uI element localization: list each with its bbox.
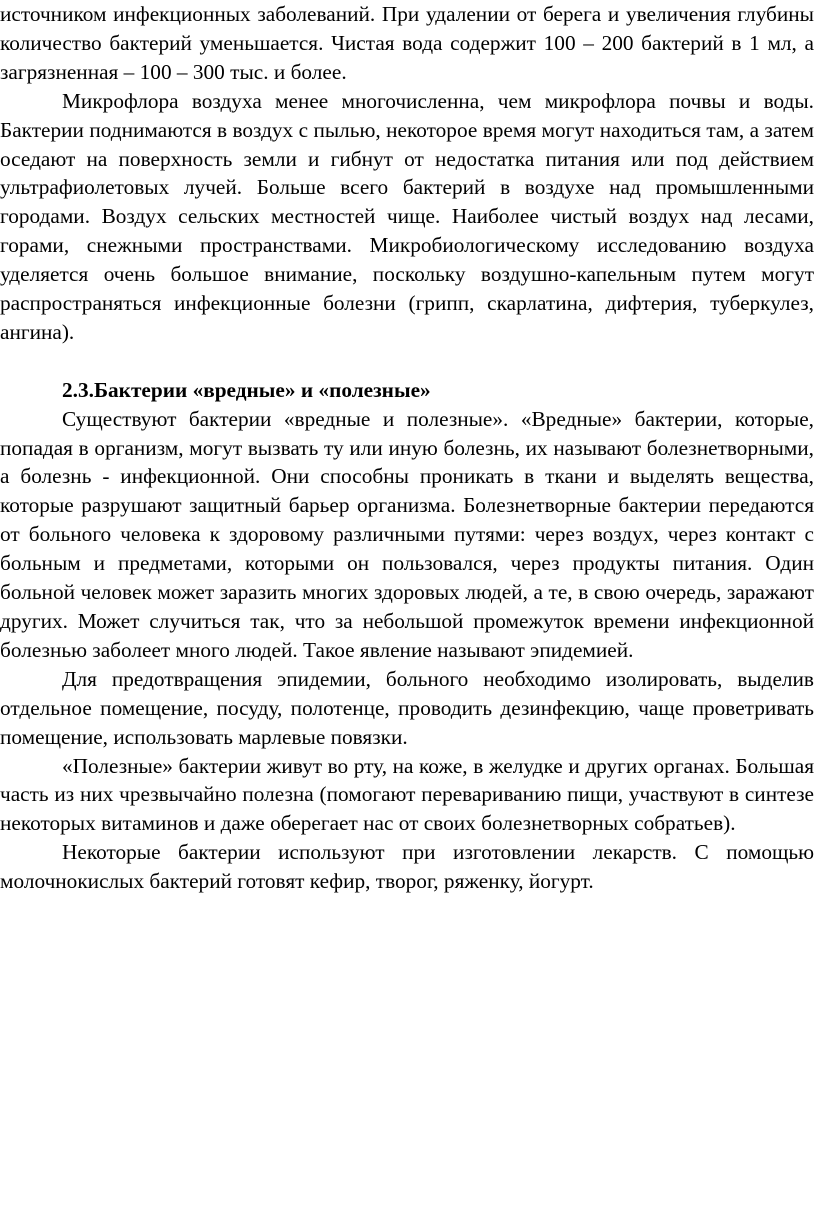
paragraph-useful-bacteria: «Полезные» бактерии живут во рту, на коже, в желудке и других органах. Большая часть из них чрезвычайно полезна (помогают перевариванию пищи, участвуют в синтезе некоторых витаминов и даже оберегает нас от своих болезнетворных собратьев). — [0, 753, 814, 836]
paragraph-air-microflora: Микрофлора воздуха менее многочисленна, чем микрофлора почвы и воды. Бактерии поднимаются в воздух с пылью, некоторое время могут находиться там, а затем оседают на поверхность земли и гибнут от недостатка питания или под действием ультрафиолетовых лучей. Больше всего бактерий в воздухе над промышленными городами. Воздух сельских местностей чище. Наиболее чистый воздух над лесами, горами, снежными пространствами. Микробиологическому исследованию воздуха уделяется очень большое внимание, поскольку воздушно-капельным путем могут распространяться инфекционные болезни (грипп, скарлатина, дифтерия, туберкулез, ангина). — [0, 88, 814, 344]
paragraph-water-continuation: источником инфекционных заболеваний. При удалении от берега и увеличения глубины количество бактерий уменьшается. Чистая вода содержит 100 – 200 бактерий в 1 мл, а загрязненная – 100 – 300 тыс. и более. — [0, 2, 814, 84]
paragraph-harmful-bacteria: Существуют бактерии «вредные и полезные». «Вредные» бактерии, которые, попадая в организм, могут вызвать ту или иную болезнь, их называют болезнетворными, а болезнь - инфекционной. Они способны проникать в ткани и выделять вещества, которые разрушают защитный барьер организма. Болезнетворные бактерии передаются от больного человека к здоровому различными путями: через воздух, через контакт с больным и предметами, которыми он пользовался, через продукты питания. Один больной человек может заразить многих здоровых людей, а те, в свою очередь, заражают других. Может случиться так, что за небольшой промежуток времени инфекционной болезнью заболеет много людей. Такое явление называют эпидемией. — [0, 406, 814, 662]
paragraph-bacteria-usage: Некоторые бактерии используют при изготовлении лекарств. С помощью молочнокислых бактерий готовят кефир, творог, ряженку, йогурт. — [0, 840, 814, 894]
paragraph-epidemic-prevention: Для предотвращения эпидемии, больного необходимо изолировать, выделив отдельное помещение, посуду, полотенце, проводить дезинфекцию, чаще проветривать помещение, использовать марлевые повязки. — [0, 666, 814, 749]
section-heading: 2.3.Бактерии «вредные» и «полезные» — [62, 377, 431, 402]
